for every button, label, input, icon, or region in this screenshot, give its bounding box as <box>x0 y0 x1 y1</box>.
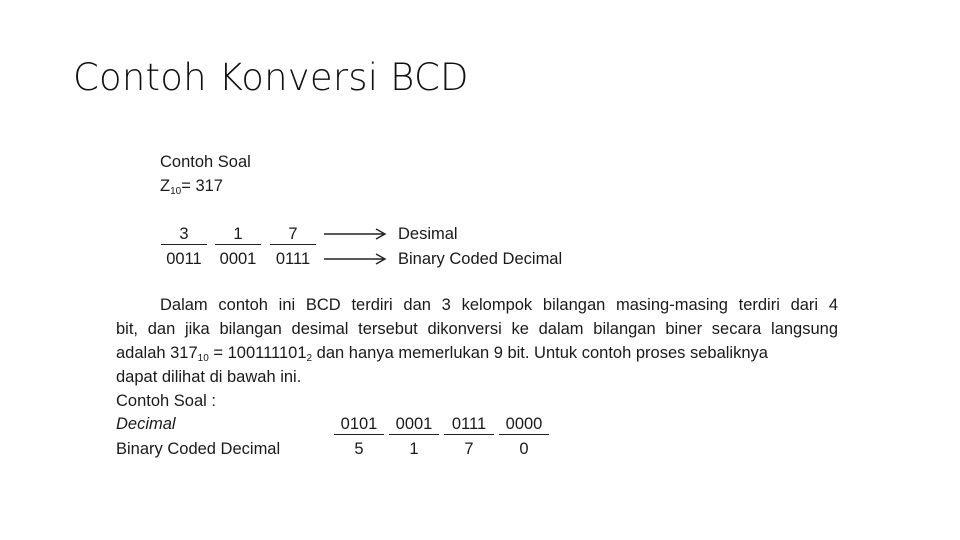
digit-cell: 3 <box>161 225 207 245</box>
digit-cell: 1 <box>409 440 419 458</box>
bcd-cell: 0001 <box>389 415 439 435</box>
digit-cell: 7 <box>464 440 474 458</box>
arrow-right-icon <box>324 226 390 242</box>
bcd-cell: 0011 <box>166 250 202 268</box>
label-bcd: Binary Coded Decimal <box>398 250 563 268</box>
example2-heading: Contoh Soal : <box>116 392 216 410</box>
bcd-cell: 0101 <box>334 415 384 435</box>
bcd-cell: 0000 <box>499 415 549 435</box>
equation-value: = 317 <box>181 177 223 195</box>
label-decimal: Desimal <box>398 225 458 243</box>
digit-cell: 5 <box>354 440 364 458</box>
paragraph-text: dan hanya memerlukan 9 bit. Untuk contoh proses sebaliknya <box>312 344 768 362</box>
digit-cell: 7 <box>270 225 316 245</box>
paragraph-text: = 100111101 <box>208 344 307 362</box>
paragraph-line: bit, dan jika bilangan desimal tersebut dikonversi ke dalam bilangan biner secara langsung <box>116 320 838 338</box>
bcd-cell: 0001 <box>219 250 257 268</box>
digit-cell: 1 <box>215 225 261 245</box>
arrow-right-icon <box>324 251 390 267</box>
digit-cell: 0 <box>519 440 529 458</box>
equation-variable: Z <box>160 177 171 195</box>
example1-equation <box>160 177 223 197</box>
paragraph-text: adalah 317 <box>116 344 198 362</box>
example1-heading: Contoh Soal <box>160 153 251 171</box>
bcd-cell: 0111 <box>275 250 311 268</box>
subscript-base: 10 <box>197 353 209 364</box>
row-label-bcd: Binary Coded Decimal <box>116 440 281 458</box>
paragraph-line <box>116 344 838 364</box>
slide-title: Contoh Konversi BCD <box>73 56 469 99</box>
row-label-decimal: Decimal <box>116 415 176 433</box>
subscript-base: 2 <box>306 353 313 364</box>
equation-base: 10 <box>170 186 182 197</box>
paragraph-line: dapat dilihat di bawah ini. <box>116 368 302 386</box>
paragraph-line: Dalam contoh ini BCD terdiri dan 3 kelompok bilangan masing-masing terdiri dari 4 <box>160 296 838 314</box>
bcd-cell: 0111 <box>444 415 494 435</box>
